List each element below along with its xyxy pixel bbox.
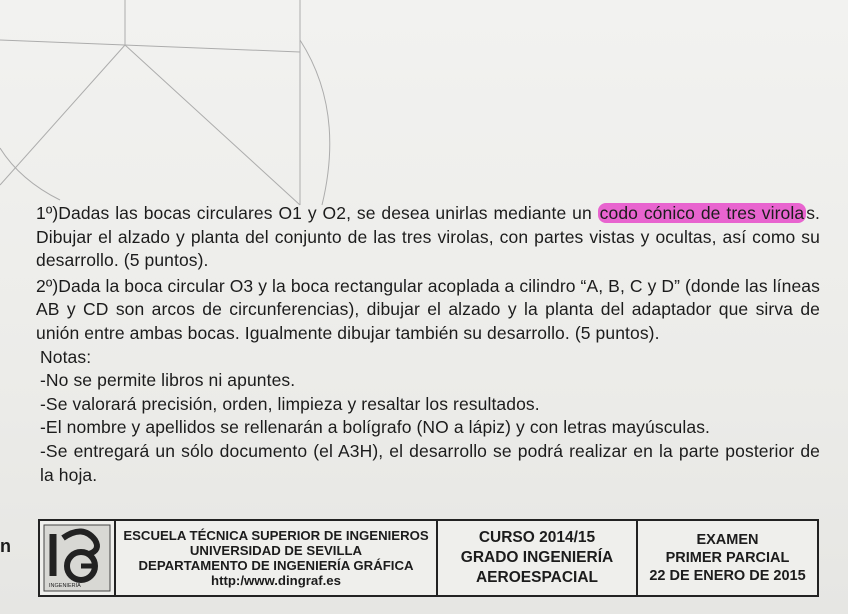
question-2 — [36, 275, 820, 346]
question-2-number: 2º) — [36, 275, 59, 296]
highlighted-text: codo cónico de tres virola — [599, 203, 805, 223]
question-1-number: 1º) — [36, 203, 59, 223]
department-logo — [40, 521, 116, 595]
logo-icon — [43, 524, 111, 592]
exam-body — [36, 202, 820, 487]
university-name: UNIVERSIDAD DE SEVILLA — [189, 543, 363, 558]
department-url: http:/www.dingraf.es — [211, 573, 341, 588]
exam-type: PRIMER PARCIAL — [665, 550, 790, 566]
note-item: -El nombre y apellidos se rellenarán a bolígrafo (NO a lápiz) y con letras mayúsculas. — [40, 417, 711, 438]
svg-text:INGENIERÍA: INGENIERÍA — [49, 583, 81, 589]
question-1 — [36, 202, 820, 273]
note-item: -Se entregará un sólo documento (el A3H), el desarrollo se podrá realizar en la parte posterior de la hoja. — [40, 440, 820, 485]
title-block — [38, 519, 819, 597]
course-info — [438, 521, 638, 595]
question-1-text-start: Dadas las bocas circulares O1 y O2, se desea unirlas mediante un — [58, 203, 598, 223]
degree-specialty: AEROESPACIAL — [475, 569, 598, 586]
question-1-text-end: s. Dibujar el alzado y planta del conjunto de las tres virolas, con partes vistas y ocultas, así como su desarrollo. (5 puntos). — [36, 203, 820, 271]
pencil-sketch — [0, 0, 848, 230]
note-item: -Se valorará precisión, orden, limpieza y resaltar los resultados. — [40, 393, 540, 414]
school-info — [116, 521, 438, 595]
school-name: ESCUELA TÉCNICA SUPERIOR DE INGENIEROS — [123, 528, 429, 543]
note-item: -No se permite libros ni apuntes. — [40, 370, 296, 391]
exam-label: EXAMEN — [696, 532, 759, 548]
notes-section — [36, 346, 820, 488]
notes-title: Notas: — [40, 346, 92, 367]
question-2-text: Dada la boca circular O3 y la boca rectangular acoplada a cilindro “A, B, C y D” (donde las líneas AB y CD son arcos de circunferencias), dibujar el alzado y la planta del adaptador que sirva de unión entre ambas bocas. Igualmente dibujar también su desarrollo. (5 puntos). — [36, 275, 820, 343]
exam-info — [638, 521, 817, 595]
department-name: DEPARTAMENTO DE INGENIERÍA GRÁFICA — [138, 558, 414, 573]
cut-off-letter: n — [0, 536, 11, 556]
degree-name: GRADO INGENIERÍA — [460, 549, 614, 566]
exam-date: 22 DE ENERO DE 2015 — [649, 568, 806, 584]
course-year: CURSO 2014/15 — [478, 529, 596, 546]
